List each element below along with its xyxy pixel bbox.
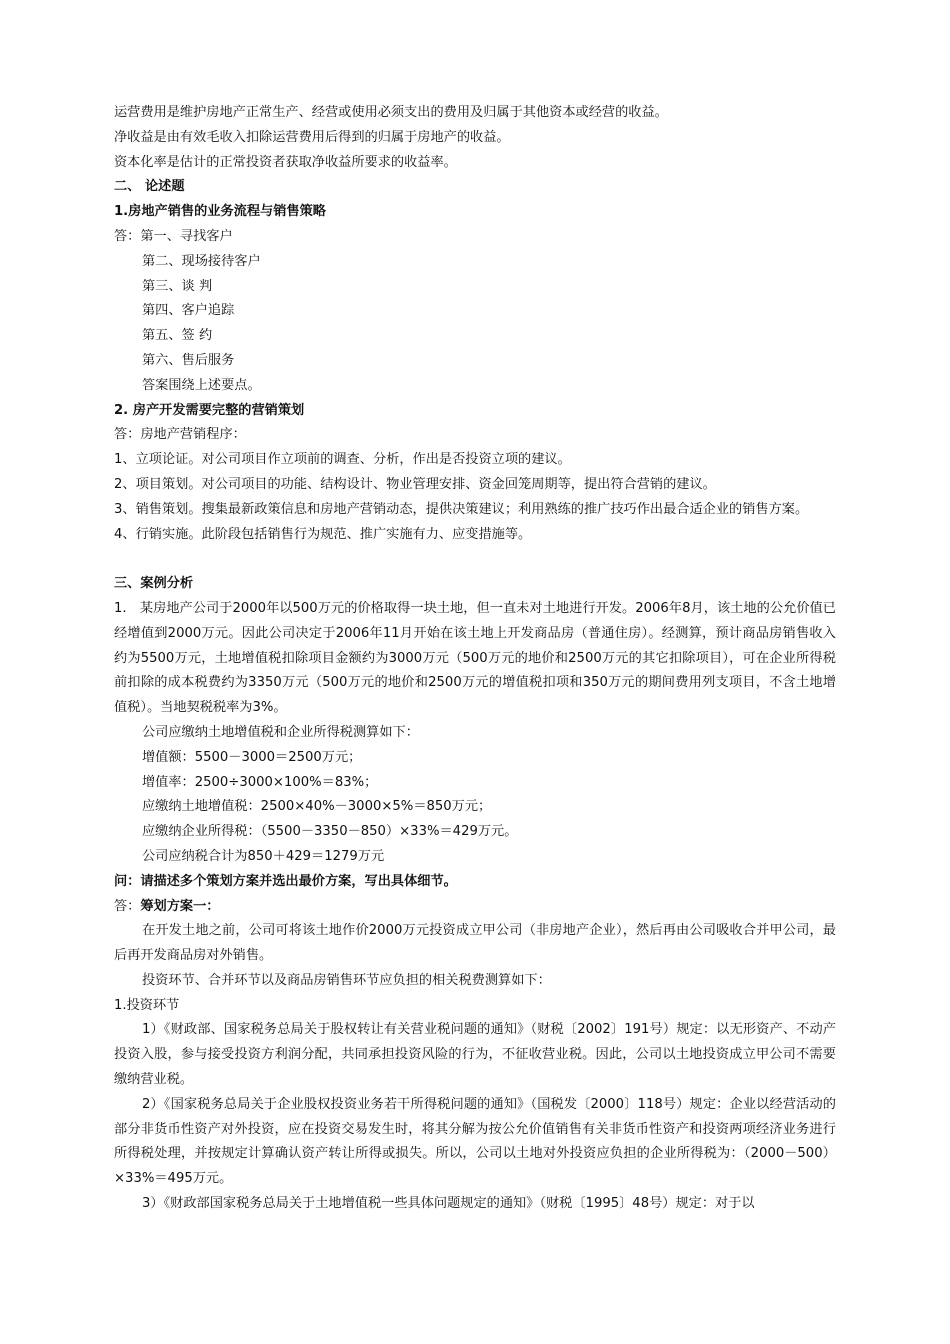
numbered-paragraph: 3）《财政部国家税务总局关于土地增值税一些具体问题规定的通知》（财税〔1995〕48号）规定：对于以 [142, 1196, 755, 1212]
answer-line: 第五、签 约 [142, 328, 213, 344]
numbered-paragraph: 1）《财政部、国家税务总局关于股权转让有关营业税问题的通知》（财税〔2002〕191号）规定：以无形资产、不动产投资入股，参与接受投资方利润分配，共同承担投资风险的行为，不征收营业税。因此，公司以土地投资成立甲公司不需要缴纳营业税。 [114, 1022, 836, 1088]
list-item: 2、项目策划。对公司项目的功能、结构设计、物业管理安排、资金回笼周期等，提出符合营销的建议。 [114, 476, 716, 492]
answer-line: 答案围绕上述要点。 [142, 377, 261, 393]
calc-line: 增值额：5500－3000＝2500万元； [142, 749, 362, 765]
calc-line: 应缴纳企业所得税：（5500－3350－850）×33%＝429万元。 [142, 824, 518, 840]
paragraph: 净收益是由有效毛收入扣除运营费用后得到的归属于房地产的收益。 [114, 129, 510, 145]
answer-line: 第六、售后服务 [142, 352, 235, 368]
calc-line: 公司应纳税合计为850＋429＝1279万元 [142, 848, 385, 864]
spacer [114, 547, 836, 572]
answer-line: 第三、谈 判 [142, 278, 213, 294]
list-item: 4、行销实施。此阶段包括销售行为规范、推广实施有力、应变措施等。 [114, 526, 532, 542]
question-title: 2. 房产开发需要完整的营销策划 [114, 402, 305, 418]
question-title: 1.房地产销售的业务流程与销售策略 [114, 204, 326, 220]
paragraph: 资本化率是估计的正常投资者获取净收益所要求的收益率。 [114, 154, 457, 170]
answer-plan-line [114, 895, 836, 920]
document-body [114, 101, 836, 1217]
question-line: 问：请描述多个策划方案并选出最价方案，写出具体细节。 [114, 873, 457, 889]
section-heading: 三、案例分析 [114, 576, 194, 592]
paragraph: 运营费用是维护房地产正常生产、经营或使用必须支出的费用及归属于其他资本或经营的收益。 [114, 105, 668, 120]
list-item: 3、销售策划。搜集最新政策信息和房地产营销动态，提供决策建议；利用熟练的推广技巧作出最合适企业的销售方案。 [114, 501, 809, 517]
answer-label: 答： [114, 898, 141, 914]
answer-line: 第二、现场接待客户 [142, 253, 261, 269]
calc-line: 增值率：2500÷3000×100%＝83%； [142, 774, 378, 790]
list-item: 1、立项论证。对公司项目作立项前的调查、分析，作出是否投资立项的建议。 [114, 452, 571, 468]
section-heading: 二、 论述题 [114, 179, 185, 195]
answer-intro: 答：房地产营销程序： [114, 427, 246, 443]
case-paragraph: 1. 某房地产公司于2000年以500万元的价格取得一块土地，但一直未对土地进行开发。2006年8月，该土地的公允价值已经增值到2000万元。因此公司决定于2006年11月开始在该土地上开发商品房（普通住房）。经测算，预计商品房销售收入约为5500万元，土地增值税扣除项目金额约为3000万元（500万元的地价和2500万元的其它扣除项目），可在企业所得税前扣除的成本税费约为3350万元（500万元的地价和2500万元的增值税扣项和350万元的期间费用列支项目，不含土地增值税）。当地契税税率为3%。 [114, 600, 836, 716]
calc-line: 公司应缴纳土地增值税和企业所得税测算如下： [142, 724, 419, 740]
answer-line: 答：第一、寻找客户 [114, 228, 233, 244]
plan-paragraph: 投资环节、合并环节以及商品房销售环节应负担的相关税费测算如下： [142, 972, 551, 988]
answer-line: 第四、客户追踪 [142, 303, 235, 319]
numbered-paragraph: 2）《国家税务总局关于企业股权投资业务若干所得税问题的通知》（国税发〔2000〕118号）规定：企业以经营活动的部分非货币性资产对外投资，应在投资交易发生时，将其分解为按公允价值销售有关非货币性资产和投资两项经济业务进行所得税处理，并按规定计算确认资产转让所得或损失。所以，公司以土地对外投资应负担的企业所得税为：（2000－500）×33%＝495万元。 [114, 1096, 836, 1187]
sub-heading: 1.投资环节 [114, 997, 180, 1013]
plan-title: 筹划方案一： [140, 898, 220, 914]
plan-paragraph: 在开发土地之前，公司可将该土地作价2000万元投资成立甲公司（非房地产企业），然后再由公司吸收合并甲公司，最后再开发商品房对外销售。 [114, 923, 836, 964]
calc-line: 应缴纳土地增值税：2500×40%－3000×5%＝850万元； [142, 799, 492, 815]
